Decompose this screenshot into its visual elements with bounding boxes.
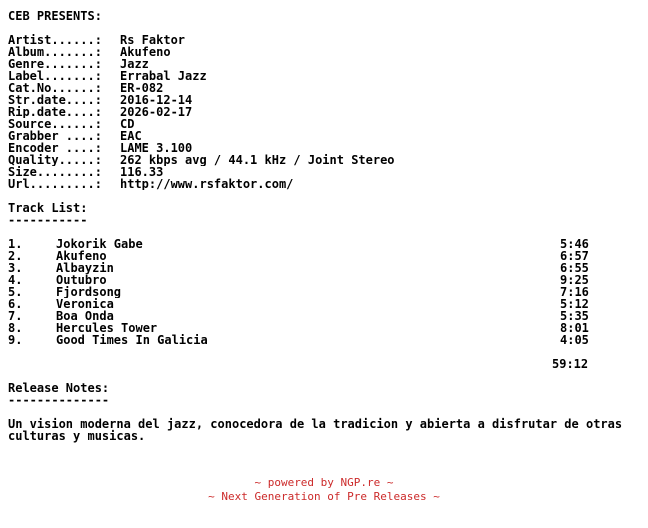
track-duration: 7:16 bbox=[560, 286, 589, 298]
info-field-key: Cat.No......: bbox=[8, 82, 102, 94]
info-field-key: Encoder ....: bbox=[8, 142, 102, 154]
info-field-row bbox=[8, 178, 640, 190]
info-field-value: Rs Faktor bbox=[120, 34, 186, 46]
info-field-value: Errabal Jazz bbox=[120, 70, 207, 82]
track-title: Outubro bbox=[56, 274, 107, 286]
info-field-key: Size........: bbox=[8, 166, 102, 178]
spacer bbox=[8, 346, 640, 358]
info-field-key: Str.date....: bbox=[8, 94, 102, 106]
ngp-tagline-link[interactable]: ~ Next Generation of Pre Releases ~ bbox=[208, 490, 440, 503]
track-list bbox=[8, 238, 640, 346]
release-info-fields bbox=[8, 34, 640, 190]
info-field-key: Rip.date....: bbox=[8, 106, 102, 118]
total-duration: 59:12 bbox=[552, 358, 589, 370]
info-field-key: Genre.......: bbox=[8, 58, 102, 70]
tracklist-underline: ----------- bbox=[8, 214, 88, 226]
info-field-value: 116.33 bbox=[120, 166, 164, 178]
track-duration: 5:12 bbox=[560, 298, 589, 310]
info-field-value: ER-082 bbox=[120, 82, 164, 94]
total-duration-row bbox=[8, 358, 640, 370]
info-field-key: Album.......: bbox=[8, 46, 102, 58]
info-field-key: Quality.....: bbox=[8, 154, 102, 166]
nfo-document bbox=[8, 10, 640, 442]
info-field-value: EAC bbox=[120, 130, 142, 142]
powered-by-link[interactable]: ~ powered by NGP.re ~ bbox=[254, 476, 394, 489]
track-row bbox=[8, 334, 640, 346]
info-field-value: 2026-02-17 bbox=[120, 106, 193, 118]
track-number: 1. bbox=[8, 238, 23, 250]
track-row bbox=[8, 274, 640, 286]
track-number: 9. bbox=[8, 334, 23, 346]
track-row bbox=[8, 286, 640, 298]
info-field-row bbox=[8, 70, 640, 82]
track-number: 6. bbox=[8, 298, 23, 310]
spacer bbox=[8, 190, 640, 202]
track-duration: 5:46 bbox=[560, 238, 589, 250]
track-number: 7. bbox=[8, 310, 23, 322]
info-field-value: http://www.rsfaktor.com/ bbox=[120, 178, 294, 190]
info-field-key: Source......: bbox=[8, 118, 102, 130]
track-title: Boa Onda bbox=[56, 310, 114, 322]
track-title: Akufeno bbox=[56, 250, 107, 262]
track-duration: 6:55 bbox=[560, 262, 589, 274]
spacer bbox=[8, 226, 640, 238]
track-row bbox=[8, 310, 640, 322]
info-field-row bbox=[8, 82, 640, 94]
track-row bbox=[8, 238, 640, 250]
track-number: 8. bbox=[8, 322, 23, 334]
info-field-key: Label.......: bbox=[8, 70, 102, 82]
tracklist-title: Track List: bbox=[8, 202, 88, 214]
track-title: Veronica bbox=[56, 298, 114, 310]
info-field-row bbox=[8, 46, 640, 58]
info-field-row bbox=[8, 130, 640, 142]
track-row bbox=[8, 262, 640, 274]
track-number: 4. bbox=[8, 274, 23, 286]
track-number: 2. bbox=[8, 250, 23, 262]
track-row bbox=[8, 250, 640, 262]
info-field-value: 262 kbps avg / 44.1 kHz / Joint Stereo bbox=[120, 154, 395, 166]
track-number: 5. bbox=[8, 286, 23, 298]
track-title: Hercules Tower bbox=[56, 322, 158, 334]
track-row bbox=[8, 322, 640, 334]
info-field-key: Grabber ....: bbox=[8, 130, 102, 142]
info-field-row bbox=[8, 34, 640, 46]
track-duration: 8:01 bbox=[560, 322, 589, 334]
info-field-key: Artist......: bbox=[8, 34, 102, 46]
track-row bbox=[8, 298, 640, 310]
spacer bbox=[8, 370, 640, 382]
track-duration: 6:57 bbox=[560, 250, 589, 262]
info-field-value: Jazz bbox=[120, 58, 149, 70]
track-title: Jokorik Gabe bbox=[56, 238, 143, 250]
info-field-row bbox=[8, 142, 640, 154]
track-title: Albayzin bbox=[56, 262, 114, 274]
release-notes-underline: -------------- bbox=[8, 394, 110, 406]
presenter-header: CEB PRESENTS: bbox=[8, 10, 102, 22]
track-duration: 5:35 bbox=[560, 310, 589, 322]
track-title: Fjordsong bbox=[56, 286, 122, 298]
track-duration: 9:25 bbox=[560, 274, 589, 286]
release-notes-title: Release Notes: bbox=[8, 382, 110, 394]
release-notes-text: Un vision moderna del jazz, conocedora de la tradicion y abierta a disfrutar de otras culturas y musicas. bbox=[8, 417, 623, 443]
info-field-row bbox=[8, 58, 640, 70]
info-field-row bbox=[8, 94, 640, 106]
info-field-key: Url.........: bbox=[8, 178, 102, 190]
info-field-row bbox=[8, 154, 640, 166]
info-field-row bbox=[8, 106, 640, 118]
spacer bbox=[8, 22, 640, 34]
info-field-value: Akufeno bbox=[120, 46, 171, 58]
info-field-value: 2016-12-14 bbox=[120, 94, 193, 106]
track-number: 3. bbox=[8, 262, 23, 274]
info-field-value: CD bbox=[120, 118, 135, 130]
info-field-row bbox=[8, 166, 640, 178]
info-field-row bbox=[8, 118, 640, 130]
info-field-value: LAME 3.100 bbox=[120, 142, 193, 154]
track-title: Good Times In Galicia bbox=[56, 334, 208, 346]
track-duration: 4:05 bbox=[560, 334, 589, 346]
